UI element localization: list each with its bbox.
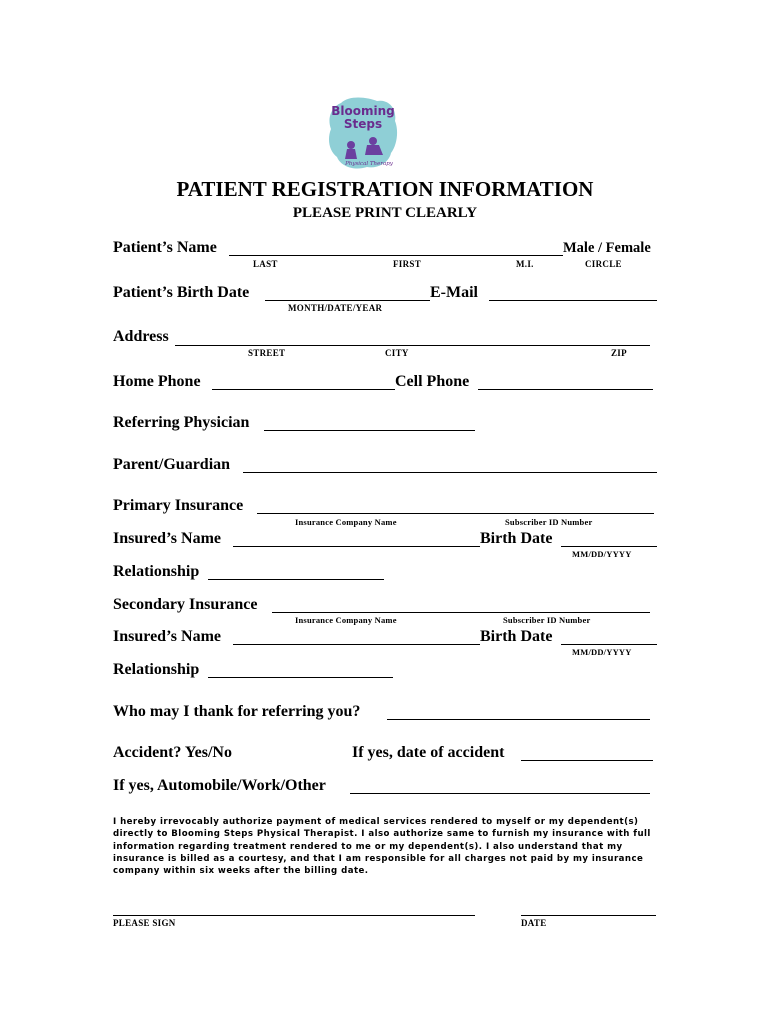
email-label: E-Mail [430,284,478,301]
primary-insurance-field[interactable] [257,513,654,514]
insured-birth-field-2[interactable] [561,644,657,645]
sign-date-label: DATE [521,918,547,928]
accident-type-field[interactable] [350,793,650,794]
signature-date-line[interactable] [521,915,656,916]
insured-name-label: Insured’s Name [113,530,222,547]
secondary-insurance-label: Secondary Insurance [113,596,258,613]
relationship-label-2: Relationship [113,661,200,678]
referring-physician-label: Referring Physician [113,414,250,431]
parent-guardian-label: Parent/Guardian [113,456,231,473]
signature-line[interactable] [113,915,475,916]
authorization-text: I hereby irrevocably authorize payment of medical services rendered to myself or my dependent(s) directly to Blooming Steps Physical Therapist. I also authorize same to furnish my insurance with full information regarding treatment rendered to me or my dependent(s). I also understand that my insurance is billed as a courtesy, and that I am responsible for all charges not paid by my insurance company within six weeks after the billing date. [113,817,651,877]
form-title: PATIENT REGISTRATION INFORMATION [176,177,594,201]
referral-thanks-field[interactable] [387,719,650,720]
birth-date-field[interactable] [265,300,430,301]
home-phone-field[interactable] [212,389,395,390]
sub-zip: ZIP [611,348,627,358]
secondary-insurance-field[interactable] [272,612,650,613]
accident-label: Accident? Yes/No [113,744,232,761]
address-field[interactable] [175,345,650,346]
parent-guardian-field[interactable] [243,472,657,473]
home-phone-label: Home Phone [113,373,201,390]
form-subtitle: PLEASE PRINT CLEARLY [292,205,478,221]
sub-birth-format: MONTH/DATE/YEAR [288,303,383,313]
sub-date-format-2: MM/DD/YYYY [572,647,632,657]
birth-date-label: Patient’s Birth Date [113,284,250,301]
sub-subscriber-id-2: Subscriber ID Number [503,615,591,625]
patient-name-label: Patient’s Name [113,239,217,256]
sub-insurance-company-2: Insurance Company Name [295,615,397,625]
cell-phone-field[interactable] [478,389,653,390]
sub-subscriber-id: Subscriber ID Number [505,517,593,527]
relationship-field-2[interactable] [208,677,393,678]
accident-type-label: If yes, Automobile/Work/Other [113,777,326,794]
blooming-steps-logo [327,95,399,171]
cell-phone-label: Cell Phone [395,373,470,390]
referral-thanks-label: Who may I thank for referring you? [113,703,361,720]
insured-birth-field[interactable] [561,546,657,547]
logo-line2: Steps [343,117,383,131]
sub-date-format: MM/DD/YYYY [572,549,632,559]
referring-physician-field[interactable] [264,430,475,431]
insured-name-field-2[interactable] [233,644,480,645]
insured-birth-label-2: Birth Date [480,628,553,645]
sub-street: STREET [248,348,286,358]
relationship-field[interactable] [208,579,384,580]
sub-last: LAST [253,259,278,269]
insured-birth-label: Birth Date [480,530,553,547]
insured-name-field[interactable] [233,546,480,547]
sub-circle: CIRCLE [585,259,622,269]
sub-insurance-company: Insurance Company Name [295,517,397,527]
please-sign-label: PLEASE SIGN [113,918,176,928]
insured-name-label-2: Insured’s Name [113,628,222,645]
accident-date-label: If yes, date of accident [352,744,505,761]
logo-line1: Blooming [331,104,395,118]
relationship-label: Relationship [113,563,200,580]
patient-name-field[interactable] [229,255,563,256]
sub-mi: M.I. [516,259,534,269]
address-label: Address [113,328,169,345]
primary-insurance-label: Primary Insurance [113,497,244,514]
accident-date-field[interactable] [521,760,653,761]
sub-city: CITY [385,348,409,358]
logo-line3: Physical Therapy [345,161,393,167]
sub-first: FIRST [393,259,422,269]
email-field[interactable] [489,300,657,301]
sex-options: Male / Female [563,240,651,256]
